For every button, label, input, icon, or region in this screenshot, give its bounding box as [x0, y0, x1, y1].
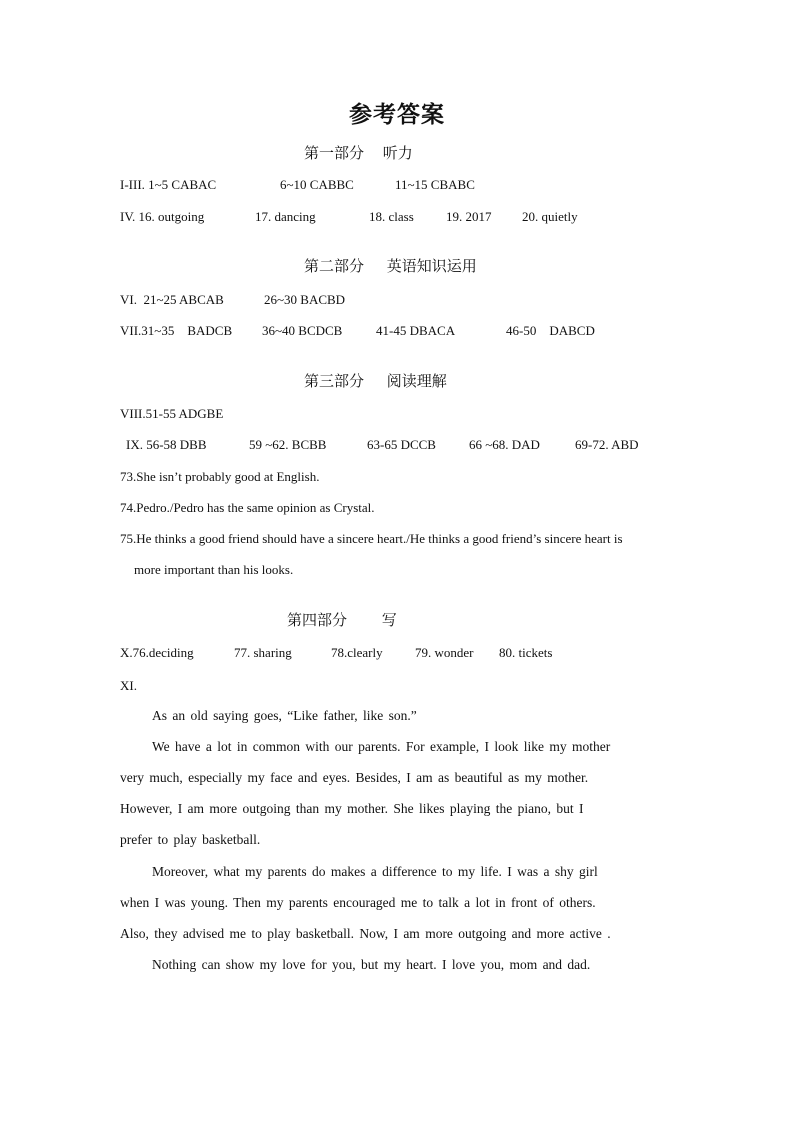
answer-line: 36~40 BCDCB [262, 323, 343, 338]
essay-line: prefer to play basketball. [120, 832, 261, 847]
answer-line: 79. wonder [415, 645, 474, 660]
part3-heading [304, 374, 447, 389]
part1-heading-topic: 听力 [382, 144, 413, 162]
essay-line: We have a lot in common with our parents. For example, I look like my mother [152, 739, 611, 754]
answer-73: 73.She isn’t probably good at English. [120, 469, 320, 484]
answer-line: 20. quietly [522, 209, 578, 224]
essay-line: However, I am more outgoing than my mother. She likes playing the piano, but I [120, 801, 584, 816]
answer-line: I-III. 1~5 CABAC [120, 177, 217, 192]
answer-line: 17. dancing [255, 209, 316, 224]
part4-heading [287, 613, 397, 628]
answer-line: IV. 16. outgoing [120, 209, 205, 224]
answer-line: IX. 56-58 DBB [126, 437, 207, 452]
answer-75-line1: 75.He thinks a good friend should have a sincere heart./He thinks a good friend’s sincere heart is [120, 531, 623, 546]
answer-75-line2: more important than his looks. [134, 562, 294, 577]
part1-heading [304, 146, 413, 161]
section-xi-label: XI. [120, 678, 137, 693]
essay-line: Nothing can show my love for you, but my heart. I love you, mom and dad. [152, 957, 591, 972]
answer-line: 46-50 DABCD [506, 323, 595, 338]
essay-line: very much, especially my face and eyes. Besides, I am as beautiful as my mother. [120, 770, 589, 785]
answer-line: VII.31~35 BADCB [120, 323, 233, 338]
part1-heading-number: 第一部分 [304, 144, 365, 162]
part2-heading [304, 259, 477, 274]
part4-heading-number: 第四部分 [287, 611, 348, 629]
part3-heading-number: 第三部分 [304, 372, 365, 390]
answer-line: 18. class [369, 209, 414, 224]
essay-line: when I was young. Then my parents encouraged me to talk a lot in front of others. [120, 895, 596, 910]
answer-line: VIII.51-55 ADGBE [120, 406, 224, 421]
part3-heading-topic: 阅读理解 [386, 372, 447, 390]
answer-line: 59 ~62. BCBB [249, 437, 327, 452]
answer-line: 26~30 BACBD [264, 292, 346, 307]
essay-line: Also, they advised me to play basketball. Now, I am more outgoing and more active . [120, 926, 611, 941]
essay-line: As an old saying goes, “Like father, like son.” [152, 708, 417, 723]
answer-line: 66 ~68. DAD [469, 437, 540, 452]
answer-line: 41-45 DBACA [376, 323, 456, 338]
answer-line: 63-65 DCCB [367, 437, 436, 452]
answer-line: 11~15 CBABC [395, 177, 475, 192]
answer-line: 78.clearly [331, 645, 383, 660]
answer-line: X.76.deciding [120, 645, 194, 660]
answer-line: VI. 21~25 ABCAB [120, 292, 224, 307]
answer-line: 6~10 CABBC [280, 177, 354, 192]
page-title: 参考答案 [349, 102, 445, 128]
answer-line: 80. tickets [499, 645, 553, 660]
answer-line: 77. sharing [234, 645, 292, 660]
answer-74: 74.Pedro./Pedro has the same opinion as Crystal. [120, 500, 375, 515]
part4-heading-topic: 写 [381, 611, 397, 629]
answer-line: 69-72. ABD [575, 437, 639, 452]
answer-line: 19. 2017 [446, 209, 492, 224]
essay-line: Moreover, what my parents do makes a difference to my life. I was a shy girl [152, 864, 598, 879]
part2-heading-number: 第二部分 [304, 257, 365, 275]
part2-heading-topic: 英语知识运用 [386, 257, 477, 275]
